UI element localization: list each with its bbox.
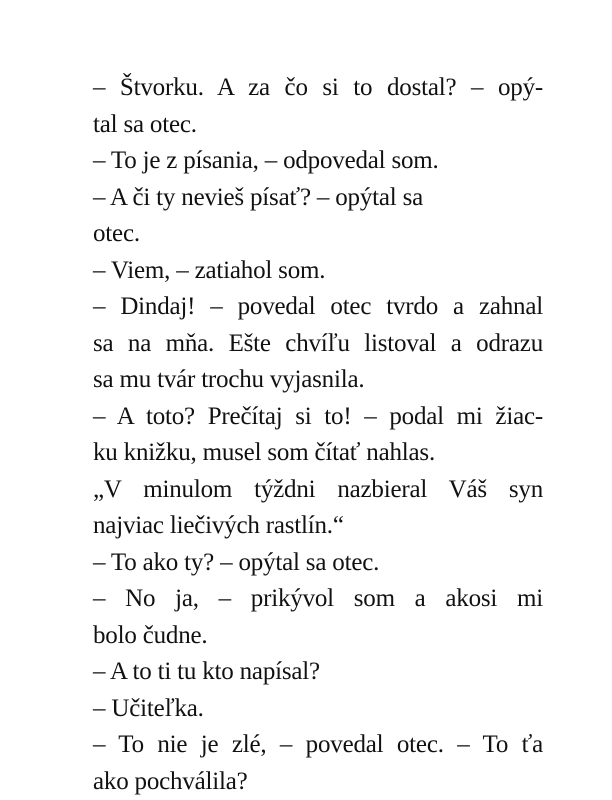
text-line: – Učiteľka. [93, 694, 204, 722]
text-line: najviac liečivých rastlín.“ [93, 512, 344, 539]
text-line: sa na mňa. Ešte chvíľu listoval a odrazu [93, 329, 543, 357]
text-line: „V minulom týždni nazbieral Váš syn [93, 475, 543, 503]
text-line: – A toto? Prečítaj si to! – podal mi žiac- [93, 402, 543, 430]
text-line: ku knižku, musel som čítať nahlas. [93, 439, 436, 466]
text-line: – To nie je zlé, – povedal otec. – To ťa [93, 731, 543, 758]
text-line: – A to ti tu kto napísal? [93, 658, 320, 685]
text-line: – No ja, – prikývol som a akosi mi [93, 585, 543, 612]
text-line: sa mu tvár trochu vyjasnila. [93, 366, 365, 393]
text-line: – A či ty nevieš písať? – opýtal sa [93, 183, 424, 211]
text-line: – To je z písania, – odpovedal som. [93, 147, 439, 174]
story-text [93, 70, 543, 800]
text-line: bolo čudne. [93, 621, 208, 649]
text-line: – Dindaj! – povedal otec tvrdo a zahnal [93, 293, 543, 320]
text-line: – Štvorku. A za čo si to dostal? – opý- [93, 74, 543, 101]
text-line: – Viem, – zatiahol som. [93, 256, 326, 284]
text-line: tal sa otec. [93, 110, 197, 138]
text-line: – To ako ty? – opýtal sa otec. [93, 548, 380, 576]
text-line: ako pochválila? [93, 767, 248, 795]
text-line: otec. [93, 220, 140, 247]
